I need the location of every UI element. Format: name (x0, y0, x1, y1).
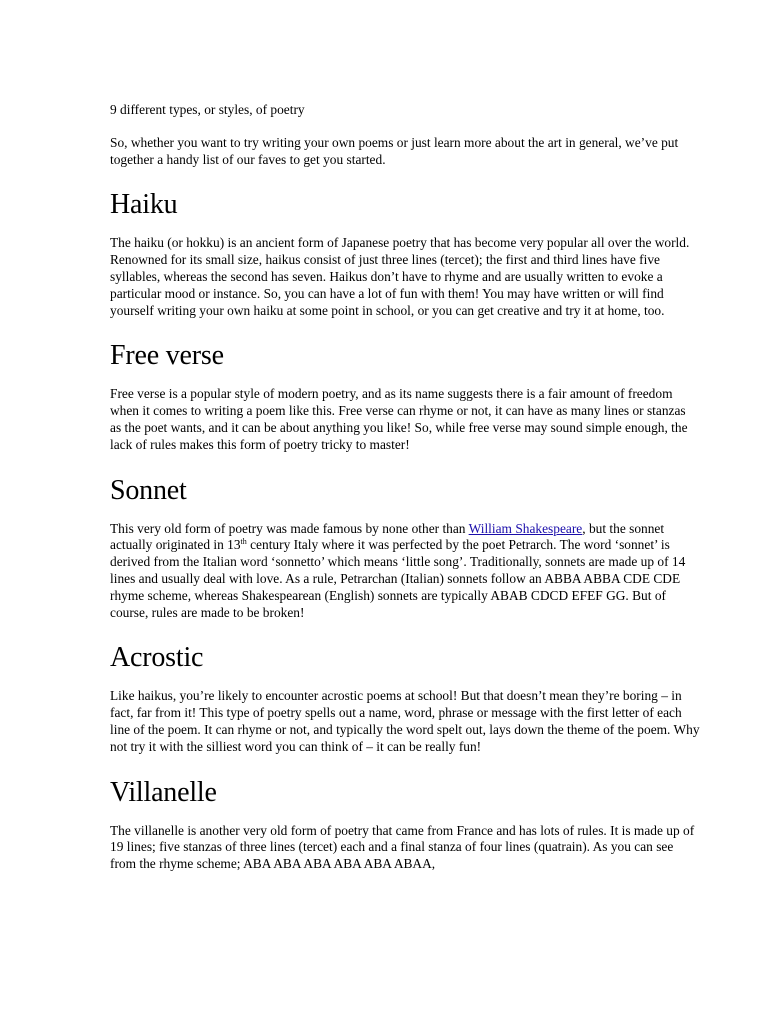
intro-paragraph: So, whether you want to try writing your own poems or just learn more about the art in general, we’ve put together a handy list of our faves to get you started. (110, 134, 679, 167)
heading-acrostic: Acrostic (110, 642, 204, 674)
heading-haiku: Haiku (110, 189, 178, 221)
sonnet-text-middle: , but the sonnet actually originated in 13 (110, 520, 665, 553)
paragraph-haiku: The haiku (or hokku) is an ancient form of Japanese poetry that has become very popular all over the world. Renowned for its small size, haikus consist of just three lines (tercet); the first and third lines have five syllables, whereas the second has seven. Haikus don’t have to rhyme and are usually written to evoke a particular mood or instance. So, you can have a lot of fun with them! You may have written or will find yourself writing your own haiku at some point in school, or you can get creative and try it at home, too. (110, 235, 690, 318)
heading-free-verse: Free verse (110, 340, 224, 372)
william-shakespeare-link[interactable]: William Shakespeare (468, 520, 583, 536)
heading-sonnet: Sonnet (110, 474, 187, 506)
sonnet-text-start: This very old form of poetry was made famous by none other than (110, 520, 469, 536)
document-page (110, 102, 700, 873)
document-title: 9 different types, or styles, of poetry (110, 102, 305, 117)
paragraph-acrostic: Like haikus, you’re likely to encounter acrostic poems at school! But that doesn’t mean they’re boring – in fact, far from it! This type of poetry spells out a name, word, phrase or message with the first letter of each line of the poem. It can rhyme or not, and typically the word spelt out, lays down the theme of the poem. Why not try it with the silliest word you can think of – it can be really fun! (110, 688, 700, 754)
heading-villanelle: Villanelle (110, 776, 217, 808)
paragraph-sonnet (110, 521, 700, 622)
sonnet-text-end: century Italy where it was perfected by the poet Petrarch. The word ‘sonnet’ is derived from the Italian word ‘sonnetto’ which means ‘little song’. Traditionally, sonnets are made up of 14 lines and usually deal with love. As a rule, Petrarchan (Italian) sonnets follow an ABBA ABBA CDE CDE rhyme scheme, whereas Shakespearean (English) sonnets are typically ABAB CDCD EFEF GG. But of course, rules are made to be broken! (110, 537, 686, 620)
paragraph-free-verse: Free verse is a popular style of modern poetry, and as its name suggests there is a fair amount of freedom when it comes to writing a poem like this. Free verse can rhyme or not, it can have as many lines or stanzas as the poet wants, and it can be about anything you like! So, while free verse may sound simple enough, the lack of rules makes this form of poetry tricky to master! (110, 386, 688, 452)
ordinal-superscript: th (240, 537, 247, 547)
paragraph-villanelle: The villanelle is another very old form of poetry that came from France and has lots of rules. It is made up of 19 lines; five stanzas of three lines (tercet) each and a final stanza of four lines (quatrain). As you can see from the rhyme scheme; ABA ABA ABA ABA ABA ABAA, (110, 822, 695, 872)
